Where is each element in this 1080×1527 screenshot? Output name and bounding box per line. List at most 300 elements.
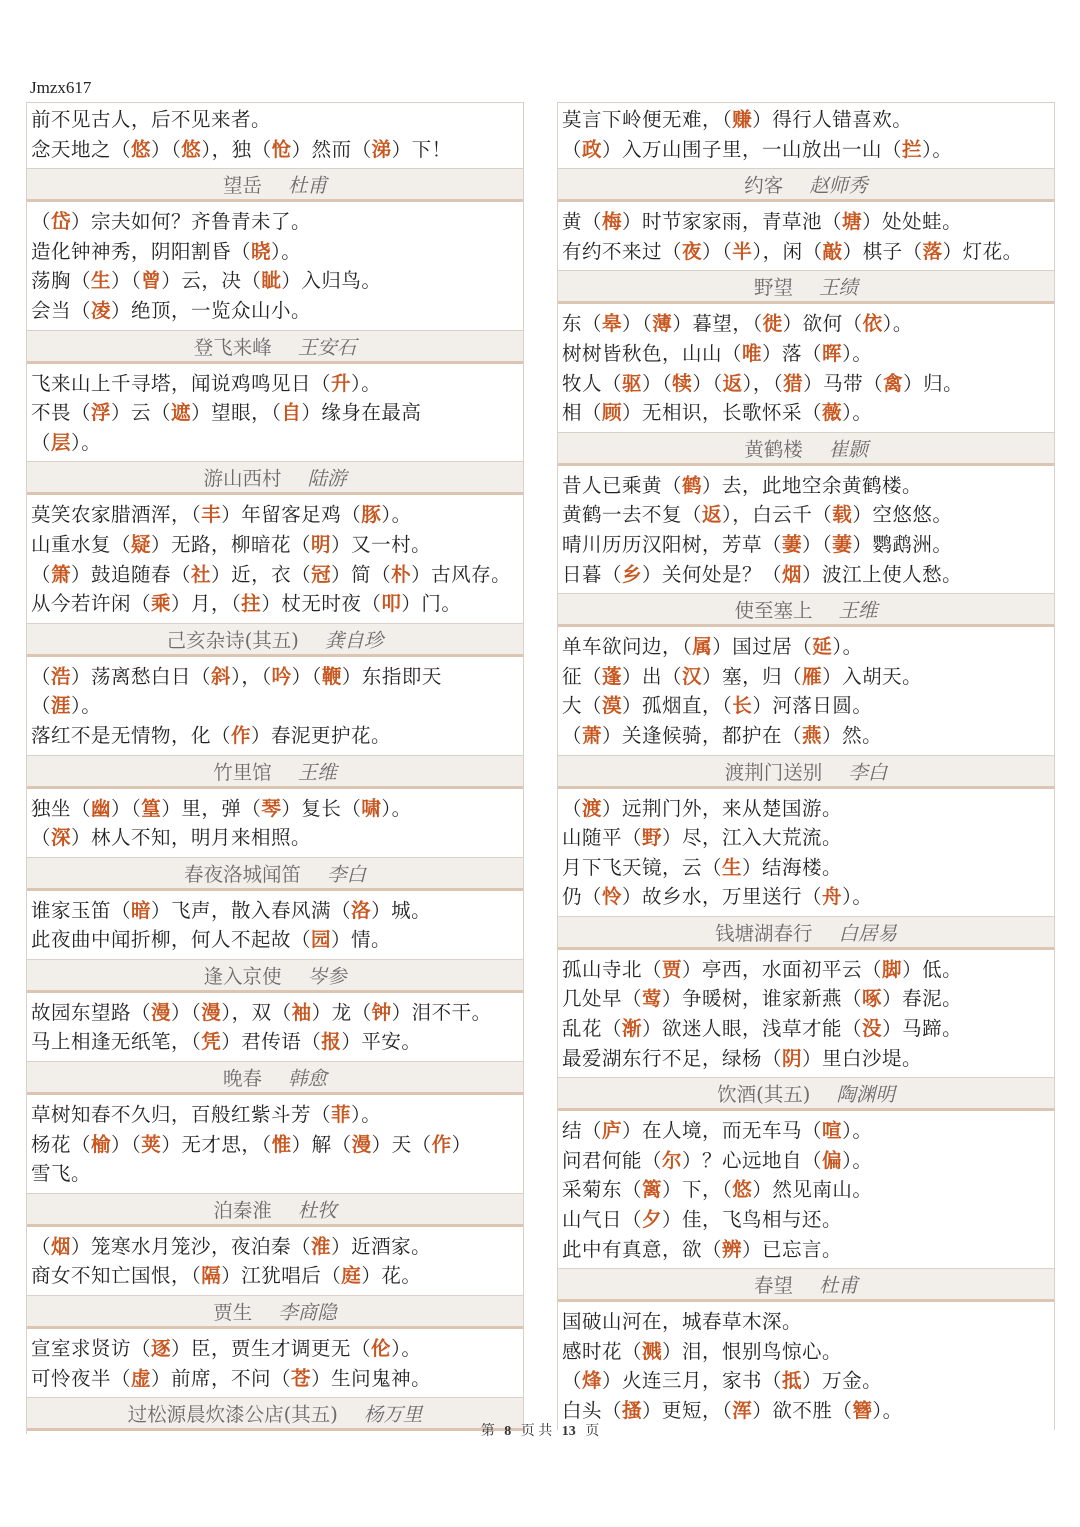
poem-line — [31, 794, 519, 824]
line-text: ）已忘言。 — [742, 1237, 843, 1261]
line-text: ）。 — [351, 1103, 382, 1127]
highlighted-char: 渡 — [582, 796, 603, 820]
line-text: ）故乡水，万里送行（ — [622, 885, 823, 909]
poem-author: 王维 — [297, 760, 337, 784]
line-text: ）入归鸟。 — [281, 269, 382, 293]
line-text: ）平安。 — [341, 1030, 422, 1054]
total-pages: 13 — [561, 1424, 576, 1439]
poem-header — [27, 1061, 523, 1095]
line-text: ）江犹唱后（ — [221, 1264, 342, 1288]
poem-body — [27, 367, 523, 462]
line-text: ）宗夫如何？齐鲁青未了。 — [71, 210, 312, 234]
poem-line — [562, 794, 1050, 824]
line-text: ）。 — [842, 1148, 873, 1172]
poem-title: 野望 — [753, 276, 793, 300]
poem-line — [31, 1334, 519, 1364]
poem-line — [562, 721, 1050, 751]
highlighted-char: 晖 — [822, 341, 843, 365]
highlighted-char: 层 — [51, 430, 72, 454]
highlighted-char: 悠 — [181, 137, 202, 161]
poem-header — [27, 330, 523, 364]
poem-author: 李白 — [848, 760, 888, 784]
poem-line — [31, 500, 519, 530]
poem-author: 杜甫 — [819, 1274, 859, 1298]
poem-header — [558, 755, 1054, 789]
poem-line — [562, 1235, 1050, 1265]
poem-title: 渡荆门送别 — [724, 760, 823, 784]
line-text: ）里，弹（ — [161, 796, 262, 820]
line-text: 黄鹤一去不复（ — [562, 503, 703, 527]
highlighted-char: 虚 — [131, 1366, 152, 1390]
highlighted-char: 升 — [331, 371, 352, 395]
line-text: 飞来山上千寻塔，闻说鸡鸣见日（ — [31, 371, 332, 395]
poem-line — [31, 560, 519, 590]
line-text: ）笼寒水月笼沙，夜泊秦（ — [71, 1234, 312, 1258]
line-text: 宣室求贤访（ — [31, 1337, 152, 1361]
poem-line — [562, 1014, 1050, 1044]
line-text: ）近，衣（ — [211, 562, 312, 586]
highlighted-char: 偏 — [822, 1148, 843, 1172]
line-text: ）天（ — [371, 1132, 432, 1156]
poem-body — [558, 205, 1054, 270]
line-text: ）（ — [642, 371, 673, 395]
line-text: 采菊东（ — [562, 1178, 643, 1202]
poem-line — [562, 1366, 1050, 1396]
highlighted-char: 烟 — [782, 562, 803, 586]
highlighted-char: 啄 — [862, 987, 883, 1011]
poem-header — [558, 593, 1054, 627]
line-text: ）远荆门外，来从楚国游。 — [602, 796, 843, 820]
highlighted-char: 政 — [582, 137, 603, 161]
highlighted-char: 鞭 — [321, 664, 342, 688]
highlighted-char: 薄 — [652, 312, 673, 336]
poem-line — [562, 823, 1050, 853]
line-text: 造化钟神秀，阴阳割昏（ — [31, 239, 252, 263]
line-text: ），独（ — [201, 137, 272, 161]
highlighted-char: 漫 — [151, 1000, 172, 1024]
poem-line — [31, 896, 519, 926]
highlighted-char: 生 — [722, 855, 743, 879]
line-text: 最爱湖东行不足，绿杨（ — [562, 1046, 783, 1070]
highlighted-char: 莺 — [642, 987, 663, 1011]
line-text: 山气日（ — [562, 1208, 643, 1232]
line-text: （ — [31, 562, 52, 586]
poem-line — [31, 428, 519, 458]
highlighted-char: 禽 — [883, 371, 904, 395]
line-text: ）。 — [381, 796, 412, 820]
highlighted-char: 赚 — [732, 108, 753, 131]
highlighted-char: 啸 — [361, 796, 382, 820]
poem-body — [558, 792, 1054, 916]
poem-line — [562, 500, 1050, 530]
line-text: 莫言下岭便无难，（ — [562, 108, 733, 131]
highlighted-char: 喧 — [822, 1119, 843, 1143]
highlighted-char: 袖 — [291, 1000, 312, 1024]
poem-header — [27, 461, 523, 495]
highlighted-char: 凭 — [201, 1030, 222, 1054]
line-text: ）（ — [692, 371, 723, 395]
line-text: ）争暖树，谁家新燕（ — [662, 987, 863, 1011]
line-text: ）灯花。 — [942, 239, 1023, 263]
line-text: ）关何处是？（ — [642, 562, 783, 586]
line-text: ）（ — [111, 269, 142, 293]
highlighted-char: 脚 — [882, 957, 903, 981]
page-footer — [0, 1420, 1080, 1440]
poem-author: 韩愈 — [288, 1067, 328, 1091]
highlighted-char: 涕 — [371, 137, 392, 161]
highlighted-char: 暗 — [131, 898, 152, 922]
line-text: ）鼓追随春（ — [71, 562, 192, 586]
poem-line — [31, 135, 519, 165]
line-text: ）荡离愁白日（ — [71, 664, 212, 688]
line-text: （ — [562, 796, 583, 820]
poem-author: 龚自珍 — [324, 628, 384, 652]
highlighted-char: 菲 — [331, 1103, 352, 1127]
highlighted-char: 篱 — [642, 1178, 663, 1202]
line-text: ）棋子（ — [842, 239, 923, 263]
highlighted-char: 渐 — [622, 1017, 643, 1041]
poem-title: 游山西村 — [203, 467, 282, 491]
highlighted-char: 怆 — [271, 137, 292, 161]
line-text: ）然而（ — [291, 137, 372, 161]
highlighted-char: 塘 — [842, 210, 863, 234]
line-text: 日暮（ — [562, 562, 623, 586]
poem-header — [27, 755, 523, 789]
highlighted-char: 长 — [732, 694, 753, 718]
highlighted-char: 生 — [91, 269, 112, 293]
highlighted-char: 浮 — [91, 401, 112, 425]
highlighted-char: 凌 — [91, 298, 112, 322]
line-text: 几处早（ — [562, 987, 643, 1011]
poem-title: 贾生 — [213, 1301, 253, 1325]
line-text: ），白云千（ — [722, 503, 833, 527]
line-text: （ — [31, 430, 52, 454]
line-text: （ — [562, 1369, 583, 1393]
poem-body — [558, 1305, 1054, 1429]
line-text: ）然。 — [822, 723, 883, 747]
poem-title: 泊秦淮 — [213, 1198, 272, 1222]
highlighted-char: 抵 — [782, 1369, 803, 1393]
poem-line — [31, 530, 519, 560]
poem-author: 陆游 — [307, 467, 347, 491]
highlighted-char: 敲 — [822, 239, 843, 263]
line-text: ）（ — [291, 664, 322, 688]
poem-title: 饮酒(其五) — [717, 1083, 811, 1107]
poem-line — [31, 823, 519, 853]
poem-line — [562, 632, 1050, 662]
poem-line — [562, 207, 1050, 237]
highlighted-char: 薇 — [822, 401, 843, 425]
highlighted-char: 犊 — [672, 371, 693, 395]
poem-title: 竹里馆 — [213, 760, 272, 784]
line-text: ）入万山围子里，一山放出一山（ — [602, 137, 903, 161]
line-text: ）复长（ — [281, 796, 362, 820]
poem-header — [27, 959, 523, 993]
line-text: 昔人已乘黄（ — [562, 473, 683, 497]
line-text: ）欲迷人眼，浅草才能（ — [642, 1017, 863, 1041]
poem-line — [31, 237, 519, 267]
highlighted-char: 尔 — [662, 1148, 683, 1172]
line-text: 此夜曲中闻折柳，何人不起故（ — [31, 928, 312, 952]
highlighted-char: 驱 — [622, 371, 643, 395]
poem-body — [558, 307, 1054, 431]
highlighted-char: 皋 — [602, 312, 623, 336]
highlighted-char: 溅 — [642, 1339, 663, 1363]
line-text: 国破山河在，城春草木深。 — [562, 1310, 803, 1334]
line-text: ）。 — [882, 312, 913, 336]
poem-line — [562, 1116, 1050, 1146]
poem-author: 王安石 — [297, 335, 357, 359]
highlighted-char: 深 — [51, 826, 72, 850]
poem-line — [562, 882, 1050, 912]
line-text: ）鹦鹉洲。 — [852, 532, 953, 556]
line-text: （ — [562, 137, 583, 161]
poem-title: 己亥杂诗(其五) — [166, 628, 299, 652]
line-text: 问君何能（ — [562, 1148, 663, 1172]
poem-line — [31, 266, 519, 296]
highlighted-char: 作 — [431, 1132, 452, 1156]
line-text: ）关逢候骑，都护在（ — [602, 723, 803, 747]
poem-line — [562, 135, 1050, 165]
line-text: 杨花（ — [31, 1132, 92, 1156]
poem-line — [562, 1337, 1050, 1367]
footer-suffix: 页 — [585, 1424, 600, 1439]
highlighted-char: 淮 — [311, 1234, 332, 1258]
highlighted-char: 明 — [311, 532, 332, 556]
line-text: ）生问鬼神。 — [311, 1366, 432, 1390]
poem-title: 约客 — [744, 174, 784, 198]
line-text: （ — [31, 210, 52, 234]
line-text: 东（ — [562, 312, 603, 336]
poem-author: 李白 — [327, 862, 367, 886]
poem-line — [562, 237, 1050, 267]
poem-line — [31, 105, 519, 135]
right-column — [557, 102, 1055, 1430]
line-text: ）出（ — [622, 664, 683, 688]
highlighted-char: 燕 — [802, 723, 823, 747]
poem-author: 王绩 — [819, 276, 859, 300]
line-text: ）。 — [832, 635, 863, 659]
line-text: ）泪不干。 — [391, 1000, 492, 1024]
line-text: ）门。 — [401, 592, 462, 616]
poem-line — [562, 369, 1050, 399]
highlighted-char: 簪 — [852, 1399, 873, 1422]
line-text: 晴川历历汉阳树，芳草（ — [562, 532, 783, 556]
poem-header — [558, 270, 1054, 304]
highlighted-char: 浑 — [732, 1399, 753, 1422]
poem-body — [27, 792, 523, 857]
highlighted-char: 吟 — [271, 664, 292, 688]
highlighted-char: 斜 — [211, 664, 232, 688]
highlighted-char: 阴 — [782, 1046, 803, 1070]
poem-line — [562, 471, 1050, 501]
line-text: 孤山寺北（ — [562, 957, 663, 981]
highlighted-char: 唯 — [742, 341, 763, 365]
poem-author: 杜牧 — [297, 1198, 337, 1222]
poem-title: 使至塞上 — [734, 599, 813, 623]
poem-title: 晚春 — [222, 1067, 262, 1091]
poem-line — [562, 1175, 1050, 1205]
line-text: ）绝顶，一览众山小。 — [111, 298, 312, 322]
highlighted-char: 延 — [812, 635, 833, 659]
line-text: ）春泥更护花。 — [251, 723, 392, 747]
line-text: 前不见古人，后不见来者。 — [31, 108, 272, 131]
line-text: 有约不来过（ — [562, 239, 683, 263]
poem-line — [562, 1146, 1050, 1176]
highlighted-char: 乘 — [151, 592, 172, 616]
line-text: 独坐（ — [31, 796, 92, 820]
line-text: ）（ — [802, 532, 833, 556]
highlighted-char: 疑 — [131, 532, 152, 556]
line-text: 落红不是无情物，化（ — [31, 723, 232, 747]
watermark: Jmzx617 — [30, 78, 92, 97]
line-text: ）时节家家雨，青草池（ — [622, 210, 843, 234]
line-text: 荡胸（ — [31, 269, 92, 293]
highlighted-char: 夕 — [642, 1208, 663, 1232]
highlighted-char: 浩 — [51, 664, 72, 688]
line-text: ）杖无时夜（ — [261, 592, 382, 616]
line-text: ）（ — [622, 312, 653, 336]
highlighted-char: 属 — [692, 635, 713, 659]
line-text: ）下，（ — [662, 1178, 733, 1202]
poem-author: 王维 — [838, 599, 878, 623]
line-text: 结（ — [562, 1119, 603, 1143]
highlighted-char: 叩 — [381, 592, 402, 616]
highlighted-char: 鹤 — [682, 473, 703, 497]
line-text: 感时花（ — [562, 1339, 643, 1363]
line-text: ）简（ — [331, 562, 392, 586]
line-text: （ — [562, 723, 583, 747]
line-text: 雪飞。 — [31, 1162, 92, 1186]
highlighted-char: 报 — [321, 1030, 342, 1054]
line-text: ）缘身在最高 — [301, 401, 422, 425]
poem-line — [31, 1232, 519, 1262]
line-text: 乱花（ — [562, 1017, 623, 1041]
highlighted-char: 幽 — [91, 796, 112, 820]
line-text: ）。 — [842, 885, 873, 909]
line-text: ）。 — [842, 1119, 873, 1143]
poem-line — [562, 955, 1050, 985]
line-text: ）然见南山。 — [752, 1178, 873, 1202]
poem-author: 崔颢 — [828, 437, 868, 461]
line-text: ）去，此地空余黄鹤楼。 — [702, 473, 923, 497]
poem-author: 岑参 — [307, 964, 347, 988]
poem-body — [27, 1098, 523, 1193]
line-text: 树树皆秋色，山山（ — [562, 341, 743, 365]
line-text: ）林人不知，明月来相照。 — [71, 826, 312, 850]
highlighted-char: 晓 — [251, 239, 272, 263]
highlighted-char: 怜 — [602, 885, 623, 909]
line-text: 大（ — [562, 694, 603, 718]
poem-body — [27, 894, 523, 959]
poem-author: 白居易 — [838, 921, 898, 945]
poem-line — [562, 662, 1050, 692]
line-text: 草树知春不久归，百般红紫斗芳（ — [31, 1103, 332, 1127]
highlighted-char: 丰 — [201, 503, 222, 527]
line-text: ）孤烟直，（ — [622, 694, 733, 718]
highlighted-char: 豚 — [361, 503, 382, 527]
highlighted-char: 载 — [832, 503, 853, 527]
highlighted-char: 汉 — [682, 664, 703, 688]
poem-line — [562, 309, 1050, 339]
line-text: ），闲（ — [752, 239, 823, 263]
poem-line — [562, 1307, 1050, 1337]
line-text: ）泪，恨别鸟惊心。 — [662, 1339, 843, 1363]
line-text: ）更短，（ — [642, 1399, 733, 1422]
line-text: ）在人境，而无车马（ — [622, 1119, 823, 1143]
highlighted-char: 钟 — [371, 1000, 392, 1024]
line-text: ）。 — [271, 239, 302, 263]
highlighted-char: 萋 — [782, 532, 803, 556]
highlighted-char: 梅 — [602, 210, 623, 234]
poem-body — [27, 996, 523, 1061]
line-text: 莫笑农家腊酒浑，（ — [31, 503, 202, 527]
line-text: 此中有真意，欲（ — [562, 1237, 723, 1261]
line-text: ）（ — [111, 796, 142, 820]
highlighted-char: 拄 — [241, 592, 262, 616]
poem-author: 杜甫 — [288, 174, 328, 198]
highlighted-char: 舟 — [822, 885, 843, 909]
line-text: 牧人（ — [562, 371, 623, 395]
highlighted-char: 涯 — [51, 694, 72, 718]
line-text: ）尽，江入大荒流。 — [662, 826, 843, 850]
line-text: ）。 — [71, 430, 102, 454]
line-text: ）落（ — [762, 341, 823, 365]
poem-line — [31, 207, 519, 237]
line-text: ）国过居（ — [712, 635, 813, 659]
line-text: ）马蹄。 — [882, 1017, 963, 1041]
poem-line — [562, 1044, 1050, 1074]
highlighted-char: 遮 — [171, 401, 192, 425]
line-text: （ — [31, 664, 52, 688]
poem-body — [27, 103, 523, 168]
line-text: ）里白沙堤。 — [802, 1046, 923, 1070]
footer-middle: 页 共 — [520, 1424, 553, 1439]
poem-header — [27, 857, 523, 891]
line-text: ）无才思，（ — [161, 1132, 272, 1156]
highlighted-char: 烟 — [51, 1234, 72, 1258]
line-text: ）春泥。 — [882, 987, 963, 1011]
line-text: ），（ — [742, 371, 784, 395]
line-text: ）入胡天。 — [822, 664, 923, 688]
highlighted-char: 返 — [722, 371, 743, 395]
line-text: ）亭西，水面初平云（ — [682, 957, 883, 981]
highlighted-char: 漫 — [351, 1132, 372, 1156]
poem-title: 逢入京使 — [203, 964, 282, 988]
poem-body — [27, 205, 523, 329]
poem-line — [31, 691, 519, 721]
highlighted-char: 逐 — [151, 1337, 172, 1361]
line-text: ）近酒家。 — [331, 1234, 432, 1258]
line-text: ）。 — [391, 1337, 422, 1361]
poem-line — [31, 1261, 519, 1291]
line-text: ）（ — [151, 137, 182, 161]
poem-header — [558, 1077, 1054, 1111]
poem-line — [31, 398, 519, 428]
line-text: ）。 — [842, 341, 873, 365]
highlighted-char: 隔 — [201, 1264, 222, 1288]
highlighted-char: 惟 — [271, 1132, 292, 1156]
poem-body — [27, 1332, 523, 1397]
line-text: ） — [451, 1132, 472, 1156]
line-text: ）。 — [842, 401, 873, 425]
line-text: ）火连三月，家书（ — [602, 1369, 783, 1393]
line-text: ）万金。 — [802, 1369, 883, 1393]
line-text: 山重水复（ — [31, 532, 132, 556]
poem-title: 钱塘湖春行 — [714, 921, 813, 945]
highlighted-char: 园 — [311, 928, 332, 952]
poem-author: 李商隐 — [278, 1301, 337, 1325]
